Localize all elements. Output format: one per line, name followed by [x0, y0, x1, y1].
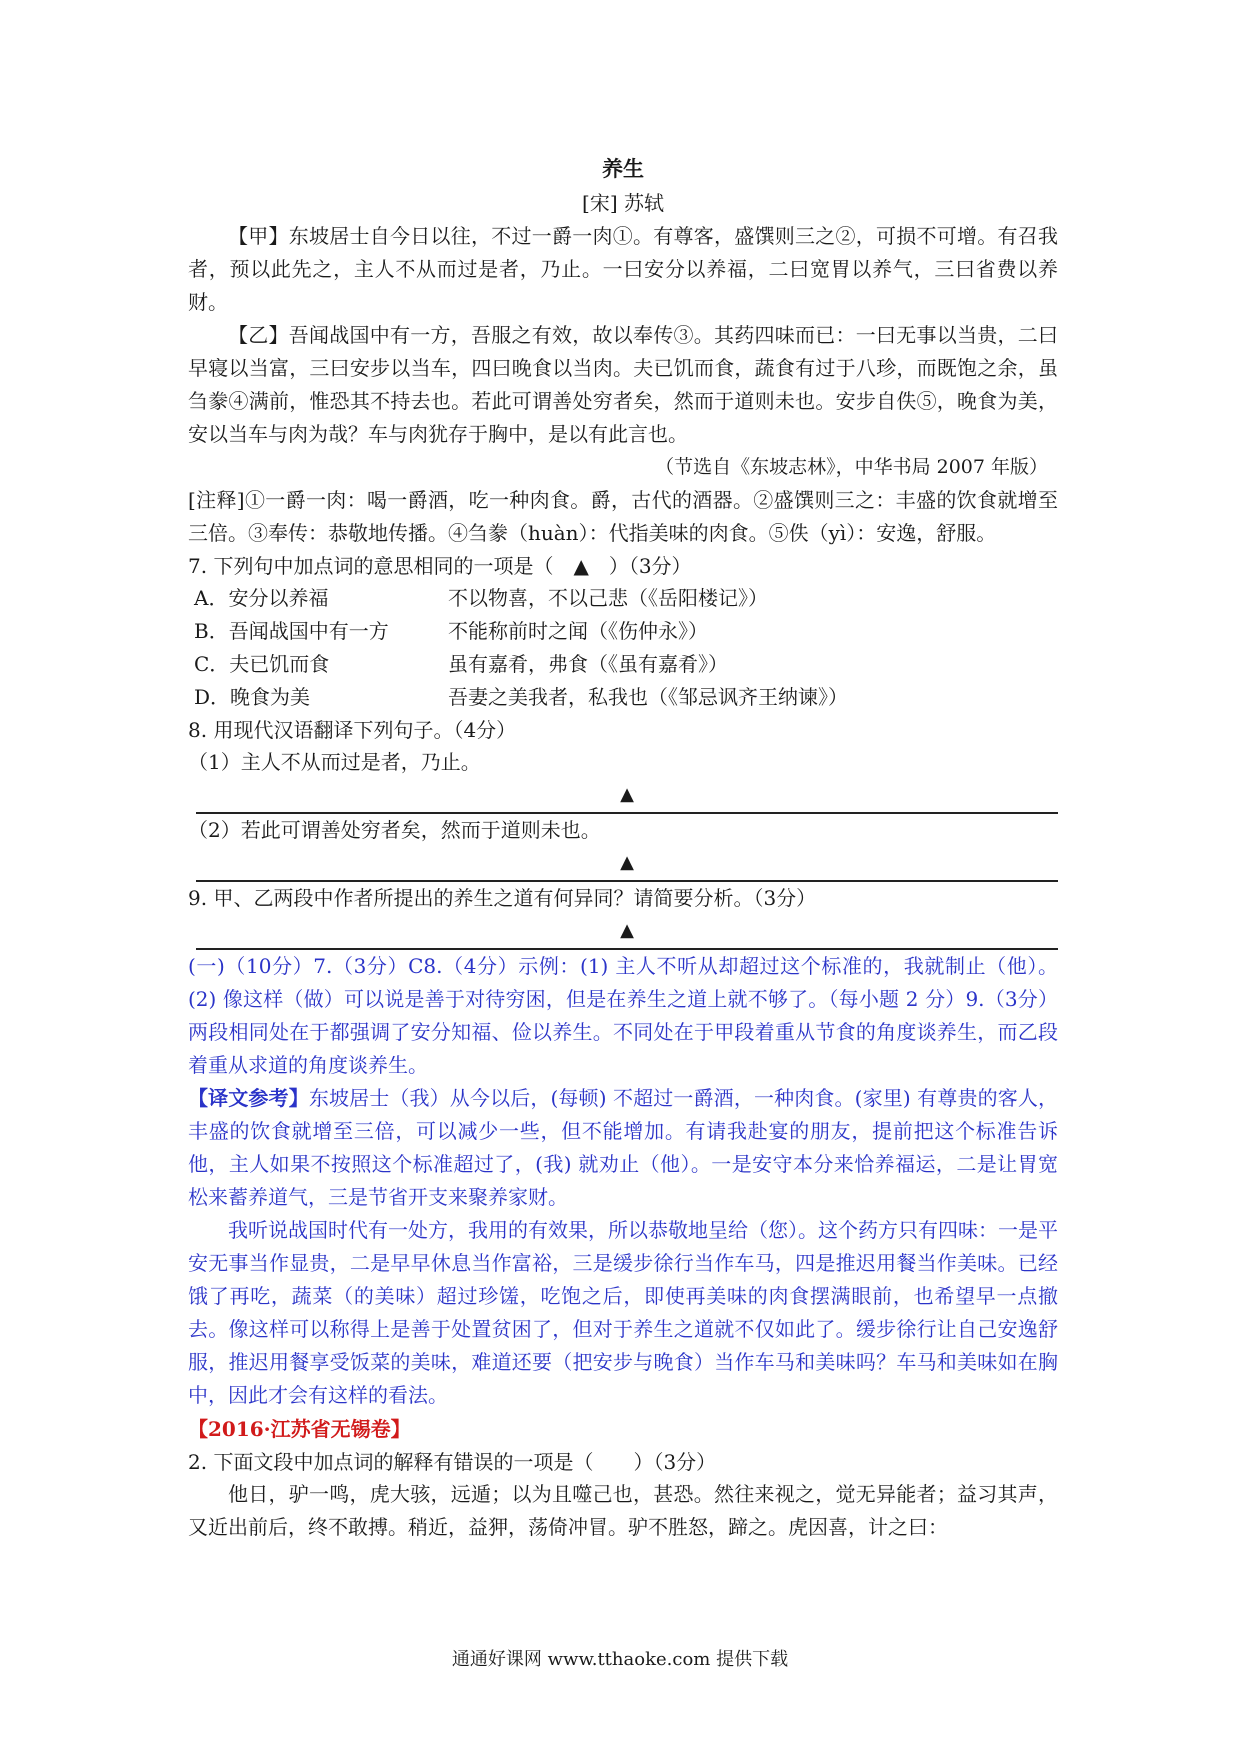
question-2-stem: 2. 下面文段中加点词的解释有错误的一项是（ ）（3分） — [188, 1450, 717, 1474]
author-line: [宋] 苏轼 — [582, 191, 664, 215]
option-b — [188, 615, 1058, 648]
translation-text-1: 东坡居士（我）从今以后，(每顿) 不超过一爵酒，一种肉食。(家里) 有尊贵的客人，丰盛的饮食就增至三倍，可以减少一些，但不能增加。有请我赴宴的朋友，提前把这个标准告诉他，主人如果不按照这个标准超过了，(我) 就劝止（他）。一是安守本分来恰养福运，二是让胃宽松来蓄养道气，三是节省开支来聚养家财。 — [188, 1086, 1058, 1209]
question-7-stem: 7. 下列句中加点词的意思相同的一项是（ ▲ ）（3分） — [188, 554, 692, 578]
page-footer: 通通好课网 www.tthaoke.com 提供下载 — [451, 1649, 789, 1670]
answer-line-8-1[interactable] — [196, 778, 1058, 814]
option-d-left: D．晚食为美 — [194, 685, 311, 709]
question-9-stem: 9. 甲、乙两段中作者所提出的养生之道有何异同？请简要分析。（3分） — [188, 886, 817, 910]
question-8-sentence-2: （2）若此可谓善处穷者矣，然而于道则未也。 — [188, 818, 601, 842]
translation-paragraph-1 — [188, 1082, 1058, 1214]
translation-heading: 【译文参考】 — [188, 1086, 309, 1110]
notes: [注释]①一爵一肉：喝一爵酒，吃一种肉食。爵，古代的酒器。②盛馔则三之：丰盛的饮食就增至三倍。③奉传：恭敬地传播。④刍豢（huàn）：代指美味的肉食。⑤佚（yì）：安逸，舒服。 — [188, 488, 1058, 545]
option-c — [188, 648, 1058, 681]
source-citation: （节选自《东坡志林》，中华书局 2007 年版） — [655, 456, 1048, 478]
passage-jia: 【甲】东坡居士自今日以往，不过一爵一肉①。有尊客，盛馔则三之②，可损不可增。有召我者，预以此先之，主人不从而过是者，乃止。一曰安分以养福，二曰宽胃以养气，三曰省费以养财。 — [188, 224, 1058, 314]
option-b-left: B．吾闻战国中有一方 — [194, 619, 389, 643]
option-c-left: C．夫已饥而食 — [194, 652, 330, 676]
question-2-passage: 他日，驴一鸣，虎大骇，远遁；以为且噬己也，甚恐。然往来视之，觉无异能者；益习其声，又近出前后，终不敢搏。稍近，益狎，荡倚冲冒。驴不胜怒，蹄之。虎因喜，计之曰： — [188, 1482, 1058, 1539]
document-page — [188, 150, 1058, 1544]
option-a — [188, 582, 1058, 615]
answer-marker-triangle: ▲ — [620, 852, 634, 873]
answer-line-8-2[interactable] — [196, 846, 1058, 882]
option-c-right: 虽有嘉肴，弗食（《虽有嘉肴》） — [448, 652, 728, 676]
translation-paragraph-2: 我听说战国时代有一处方，我用的有效果，所以恭敬地呈给（您）。这个药方只有四味：一是平安无事当作显贵，二是早早休息当作富裕，三是缓步徐行当作车马，四是推迟用餐当作美味。已经饿了再吃，蔬菜（的美味）超过珍馐，吃饱之后，即使再美味的肉食摆满眼前，也希望早一点撤去。像这样可以称得上是善于处置贫困了，但对于养生之道就不仅如此了。缓步徐行让自己安逸舒服，推迟用餐享受饭菜的美味，难道还要（把安步与晚食）当作车马和美味吗？车马和美味如在胸中，因此才会有这样的看法。 — [188, 1218, 1058, 1407]
option-d-right: 吾妻之美我者，私我也（《邹忌讽齐王纳谏》） — [448, 685, 848, 709]
answer-marker-triangle: ▲ — [620, 784, 634, 805]
passage-yi: 【乙】吾闻战国中有一方，吾服之有效，故以奉传③。其药四味而已：一曰无事以当贵，二曰早寝以当富，三曰安步以当车，四曰晚食以当肉。夫已饥而食，蔬食有过于八珍，而既饱之余，虽刍豢④满前，惟恐其不持去也。若此可谓善处穷者矣，然而于道则未也。安步自佚⑤，晚食为美，安以当车与肉为哉？车与肉犹存于胸中，是以有此言也。 — [188, 323, 1058, 446]
answer-marker-triangle: ▲ — [620, 920, 634, 941]
answer-key: (一)（10分）7.（3分）C8.（4分）示例：(1) 主人不听从却超过这个标准的，我就制止（他）。(2) 像这样（做）可以说是善于对待穷困，但是在养生之道上就不够了。（每小题 2 分）9.（3分）两段相同处在于都强调了安分知福、俭以养生。不同处在于甲段着重从节食的角度谈养生，而乙段着重从求道的角度谈养生。 — [188, 954, 1058, 1077]
option-b-right: 不能称前时之闻（《伤仲永》） — [448, 619, 708, 643]
question-8-stem: 8. 用现代汉语翻译下列句子。（4分） — [188, 718, 517, 742]
answer-line-9[interactable] — [196, 914, 1058, 950]
section-heading: 【2016·江苏省无锡卷】 — [188, 1417, 411, 1441]
question-8-sentence-1: （1）主人不从而过是者，乃止。 — [188, 750, 481, 774]
option-a-left: A．安分以养福 — [194, 586, 329, 610]
page-title: 养生 — [602, 156, 644, 181]
option-a-right: 不以物喜，不以己悲（《岳阳楼记》） — [448, 586, 768, 610]
option-d — [188, 681, 1058, 714]
